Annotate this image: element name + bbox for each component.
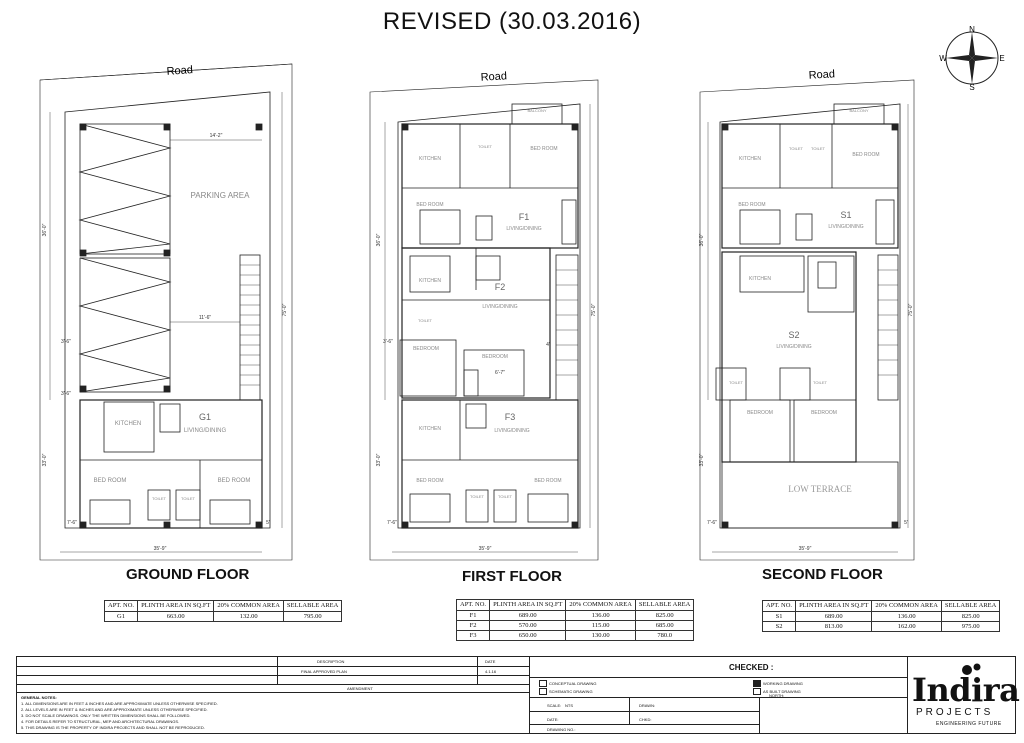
note-3: 3. DO NOT SCALE DRAWINGS. ONLY THE WRITTEN DIMENSIONS SHALL BE FOLLOWED. (21, 713, 191, 718)
working-label: WORKING DRAWING (763, 681, 803, 686)
schematic-checkbox (539, 688, 547, 695)
date-label: DATE (485, 659, 496, 664)
room-f-bed1: BED ROOM (530, 146, 558, 152)
dim-f-2: 75'-0" (591, 303, 597, 317)
room-s-toilet4: TOILET (813, 380, 827, 385)
col-sellable: SELLABLE AREA (635, 600, 693, 611)
room-s-kitchen2: KITCHEN (749, 276, 771, 282)
table-row: S1 689.00 136.00 825.00 (763, 612, 1000, 622)
title-block (16, 656, 1020, 734)
room-g-kitchen: KITCHEN (114, 421, 142, 427)
dim-g-7: 3'-6" (61, 339, 71, 345)
room-f-bed3: BED ROOM (416, 478, 444, 484)
col-sellable: SELLABLE AREA (941, 601, 999, 612)
room-f-living3: LIVING/DINING (494, 428, 530, 434)
dim-f-4: 33'-0" (376, 453, 382, 467)
room-g-bed2: BED ROOM (217, 478, 251, 484)
compass-w: W (939, 54, 947, 63)
scale-value: NTS (565, 703, 573, 708)
col-sellable: SELLABLE AREA (283, 601, 341, 612)
conceptual-checkbox (539, 680, 547, 687)
room-s-toilet3: TOILET (729, 380, 743, 385)
col-apt: APT. NO. (105, 601, 138, 612)
room-f-kitchen2: KITCHEN (419, 278, 441, 284)
note-4: 4. FOR DETAILS REFER TO STRUCTURAL, MEP AND ARCHITECTURAL DRAWINGS. (21, 719, 180, 724)
col-common: 20% COMMON AREA (566, 600, 635, 611)
room-g-toilet2: TOILET (181, 496, 195, 501)
room-f-balcony: BALCONY (527, 108, 547, 113)
room-f-kitchen1: KITCHEN (419, 156, 441, 162)
room-s-bed1: BED ROOM (852, 152, 880, 158)
north-label: NORTH: (769, 693, 785, 698)
room-s-bedroom1: BEDROOM (747, 410, 773, 416)
road-label-second: Road (808, 68, 836, 82)
room-f-toilet2: TOILET (418, 318, 432, 323)
room-g-living: LIVING/DINING (183, 428, 227, 434)
col-common: 20% COMMON AREA (214, 601, 283, 612)
room-s2: S2 (788, 330, 800, 340)
logo-area (907, 657, 1020, 733)
first-floor-plan (370, 80, 598, 560)
dim-s-3: 35'-9" (798, 546, 812, 552)
col-plinth: PLINTH AREA IN SQ.FT (138, 601, 214, 612)
dim-f-1: 36'-0" (376, 233, 382, 247)
col-plinth: PLINTH AREA IN SQ.FT (490, 600, 566, 611)
dim-g-3: 36'-0" (42, 223, 48, 237)
drawing-info-area (529, 657, 907, 733)
general-notes-label: GENERAL NOTES: (21, 695, 57, 700)
room-parking: PARKING AREA (190, 191, 250, 200)
dim-s-4: 33'-0" (699, 453, 705, 467)
room-f-bed4: BED ROOM (534, 478, 562, 484)
room-f-living1: LIVING/DINING (506, 226, 542, 232)
ground-floor-plan (40, 64, 292, 560)
final-plan-text: FINAL APPROVED PLAN (301, 669, 347, 674)
room-s-living1: LIVING/DINING (828, 224, 864, 230)
room-f-toilet3: TOILET (470, 494, 484, 499)
room-f-living2: LIVING/DINING (482, 304, 518, 310)
ground-floor-area-table (104, 600, 342, 622)
room-s-living2: LIVING/DINING (776, 344, 812, 350)
col-plinth: PLINTH AREA IN SQ.FT (796, 601, 872, 612)
compass-s: S (969, 83, 975, 92)
note-2: 2. ALL LEVELS ARE IN FEET & INCHES AND ARE APPROXIMATE UNLESS OTHERWISE SPECIFIED. (21, 707, 208, 712)
room-f-bed2: BED ROOM (416, 202, 444, 208)
room-s-balcony: BALCONY (849, 108, 869, 113)
room-s-toilet1: TOILET (789, 146, 803, 151)
note-1: 1. ALL DIMENSIONS ARE IN FEET & INCHES AND ARE APPROXIMATE UNLESS OTHERWISE SPECIFIED. (21, 701, 218, 706)
ground-floor-label: GROUND FLOOR (126, 566, 250, 583)
page-title: REVISED (30.03.2016) (382, 8, 642, 35)
table-row: F1 689.00 136.00 825.00 (457, 611, 694, 621)
table-row: F2 570.00 115.00 685.00 (457, 621, 694, 631)
dim-f-5: 3'-6" (383, 339, 393, 345)
col-apt: APT. NO. (457, 600, 490, 611)
room-s-bedroom2: BEDROOM (811, 410, 837, 416)
dim-s-6: 5' (904, 520, 908, 526)
col-apt: APT. NO. (763, 601, 796, 612)
room-f-toilet1: TOILET (478, 144, 492, 149)
compass-e: E (999, 54, 1005, 63)
dim-f-6: 7'-6" (387, 520, 397, 526)
room-s-kitchen1: KITCHEN (739, 156, 761, 162)
dim-g-4: 75'-0" (282, 303, 288, 317)
drawn-label: DRAWN: (639, 703, 656, 708)
room-g-toilet1: TOILET (152, 496, 166, 501)
room-low-terrace: LOW TERRACE (788, 484, 852, 494)
room-g-bed1: BED ROOM (93, 478, 127, 484)
revision-area (17, 657, 530, 733)
room-f-bedroom1: BEDROOM (413, 346, 439, 352)
checked-label: CHECKED : (729, 663, 774, 672)
dim-g-6: 33'-0" (42, 453, 48, 467)
description-label: DESCRIPTION (317, 659, 345, 664)
room-f3: F3 (504, 412, 516, 422)
room-s1: S1 (840, 210, 852, 220)
second-floor-area-table (762, 600, 1000, 632)
note-5: 5. THIS DRAWING IS THE PROPERTY OF INDIRA PROJECTS AND SHALL NOT BE REPRODUCED. (21, 725, 205, 730)
drawing-no-label: DRAWING NO.: (547, 727, 576, 732)
room-f1: F1 (518, 212, 530, 222)
dim-g-9: 7'-6" (67, 520, 77, 526)
logo-name: Indira (912, 671, 1020, 709)
room-s-bed2: BED ROOM (738, 202, 766, 208)
as-built-label: AS BUILT DRAWING (763, 689, 801, 694)
room-f-toilet4: TOILET (498, 494, 512, 499)
dim-s-2: 75'-0" (908, 303, 914, 317)
final-plan-date: 4.1.16 (485, 669, 497, 674)
compass-n: N (969, 25, 975, 34)
first-floor-label: FIRST FLOOR (462, 568, 562, 585)
scale-label: SCALE: (547, 703, 562, 708)
as-built-checkbox (753, 688, 761, 695)
first-floor-area-table (456, 599, 694, 641)
logo-tagline: ENGINEERING FUTURE (936, 721, 1002, 727)
room-g1: G1 (198, 412, 212, 422)
dim-s-5: 7'-6" (707, 520, 717, 526)
date2-label: DATE: (547, 717, 559, 722)
second-floor-label: SECOND FLOOR (762, 566, 883, 583)
conceptual-label: CONCEPTUAL DRAWING (549, 681, 597, 686)
road-label-first: Road (480, 70, 508, 84)
dim-f-8: 4' (546, 342, 550, 348)
dim-f-7: 6'-7" (495, 370, 505, 376)
table-row: G1 663.00 132.00 795.00 (105, 612, 342, 622)
dim-g-2: 11'-6" (198, 315, 212, 321)
table-row: F3 650.00 130.00 780.0 (457, 631, 694, 641)
table-row: S2 813.00 162.00 975.00 (763, 622, 1000, 632)
col-common: 20% COMMON AREA (872, 601, 941, 612)
dim-g-10: 5' (266, 520, 270, 526)
amendment-label: AMENDMENT (347, 686, 373, 691)
room-f2: F2 (494, 282, 506, 292)
schematic-label: SCHEMATIC DRAWING (549, 689, 593, 694)
room-s-toilet2: TOILET (811, 146, 825, 151)
dim-f-3: 35'-9" (478, 546, 492, 552)
dim-s-1: 36'-0" (699, 233, 705, 247)
dim-g-1: 14'-2" (209, 133, 223, 139)
dim-g-8: 3'-6" (61, 391, 71, 397)
room-f-kitchen3: KITCHEN (419, 426, 441, 432)
chkd-label: CHKD: (639, 717, 652, 722)
road-label-ground: Road (166, 64, 194, 78)
working-checkbox (753, 680, 761, 687)
room-f-bedroom2: BEDROOM (482, 354, 508, 360)
dim-g-5: 35'-9" (153, 546, 167, 552)
logo-sub: PROJECTS (916, 707, 994, 718)
